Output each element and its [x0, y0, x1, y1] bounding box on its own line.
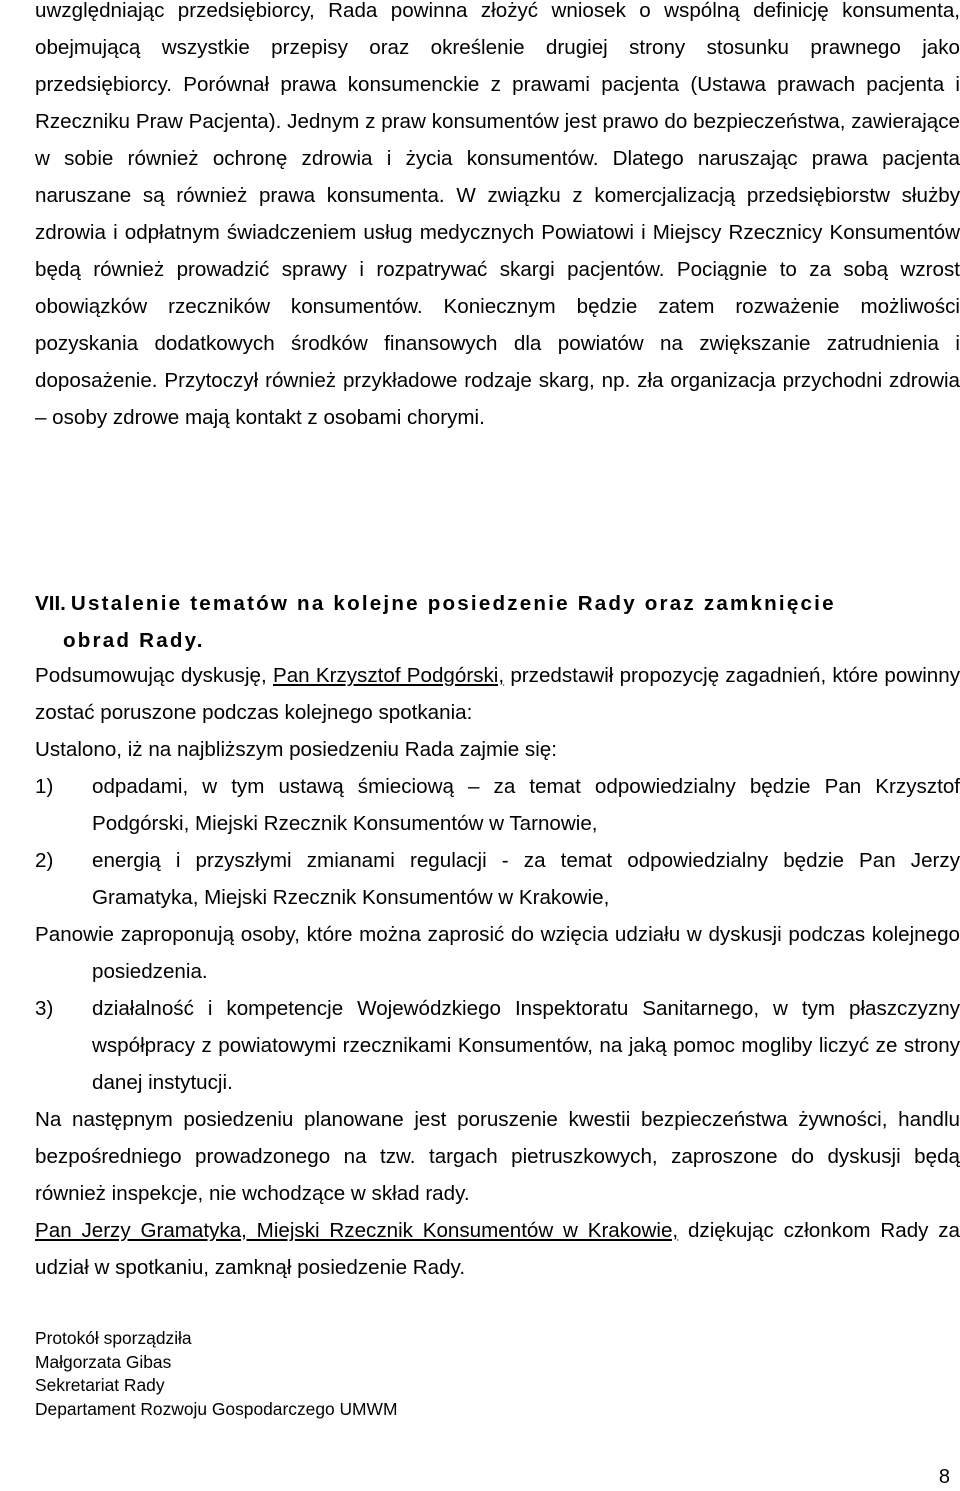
top-paragraph: uwzględniając przedsiębiorcy, Rada powinna złożyć wniosek o wspólną definicję konsumenta, obejmującą wszystkie przepisy oraz określenie drugiej strony stosunku prawnego jako przedsiębiorcy. Porównał prawa konsumenckie z prawami pacjenta (Ustawa prawach pacjenta i Rzeczniku Praw Pacjenta). Jednym z praw konsumentów jest prawo do bezpieczeństwa, zawierające w sobie również ochronę zdrowia i życia konsumentów. Dlatego naruszając prawa pacjenta naruszane są również prawa konsumenta. W związku z komercjalizacją przedsiębiorstw służby zdrowia i odpłatnym świadczeniem usług medycznych Powiatowi i Miejscy Rzecznicy Konsumentów będą również prowadzić sprawy i rozpatrywać skargi pacjentów. Pociągnie to za sobą wzrost obowiązków rzeczników konsumentów. Koniecznym będzie zatem rozważenie możliwości pozyskania dodatkowych środków finansowych dla powiatów na zwiększanie zatrudnienia i doposażenie. Przytoczył również przykładowe rodzaje skarg, np. zła organizacja przychodni zdrowia – osoby zdrowe mają kontakt z osobami chorymi.: [35, 0, 960, 429]
section-body: [35, 657, 960, 1286]
signature-name: Małgorzata Gibas: [35, 1351, 172, 1372]
agreed-intro: Ustalono, iż na najbliższym posiedzeniu Rada zajmie się:: [35, 738, 557, 761]
list-text: odpadami, w tym ustawą śmieciową – za temat odpowiedzialny będzie Pan Krzysztof Podgórski, Miejski Rzecznik Konsumentów w Tarnowie,: [92, 775, 960, 835]
summary-speaker: Pan Krzysztof Podgórski,: [272, 664, 505, 687]
summary-prefix: Podsumowując dyskusję,: [35, 664, 273, 687]
closing-paragraph: [35, 1212, 960, 1286]
list-number: 1): [35, 775, 54, 798]
list-text: działalność i kompetencje Wojewódzkiego Inspektoratu Sanitarnego, w tym płaszczyzny współpracy z powiatowymi rzecznikami Konsumentów, na jaką pomoc mogliby liczyć ze strony danej instytucji.: [92, 997, 960, 1094]
list-number: 3): [35, 997, 54, 1020]
section-number: VII.: [35, 592, 66, 615]
section-title-line2: obrad Rady.: [63, 629, 205, 652]
summary-paragraph: [35, 657, 960, 731]
signature-line: Protokół sporządziła: [35, 1328, 192, 1348]
section-heading: [35, 585, 960, 659]
signature-unit: Sekretariat Rady: [35, 1375, 165, 1395]
next-meeting-paragraph: Na następnym posiedzeniu planowane jest poruszenie kwestii bezpieczeństwa żywności, handlu bezpośredniego prowadzonego na tzw. targach pietruszkowych, zaproszone do dyskusji będą również inspekcje, nie wchodzące w skład rady.: [35, 1108, 960, 1205]
signature-department: Departament Rozwoju Gospodarczego UMWM: [35, 1398, 398, 1419]
page-number: 8: [938, 1466, 950, 1488]
list-item-2: [35, 842, 960, 916]
panowie-paragraph: Panowie zaproponują osoby, które można zaprosić do wzięcia udziału w dyskusji podczas kolejnego posiedzenia.: [35, 923, 960, 983]
signature-block: [35, 1327, 397, 1421]
section-title-line1: Ustalenie tematów na kolejne posiedzenie Rady oraz zamknięcie: [70, 592, 836, 615]
list-text: energią i przyszłymi zmianami regulacji - za temat odpowiedzialny będzie Pan Jerzy Gramatyka, Miejski Rzecznik Konsumentów w Krakowie,: [92, 849, 960, 909]
list-item-1: [35, 768, 960, 842]
document-page: [35, 0, 960, 1491]
list-item-3: [35, 990, 960, 1101]
summary-suffix: przedstawił propozycję zagadnień, które powinny zostać poruszone podczas kolejnego spotkania:: [35, 664, 960, 724]
closing-suffix: dziękując członkom Rady za udział w spotkaniu, zamknął posiedzenie Rady.: [35, 1219, 960, 1279]
list-number: 2): [35, 849, 54, 872]
closing-speaker: Pan Jerzy Gramatyka, Miejski Rzecznik Konsumentów w Krakowie,: [35, 1219, 679, 1242]
